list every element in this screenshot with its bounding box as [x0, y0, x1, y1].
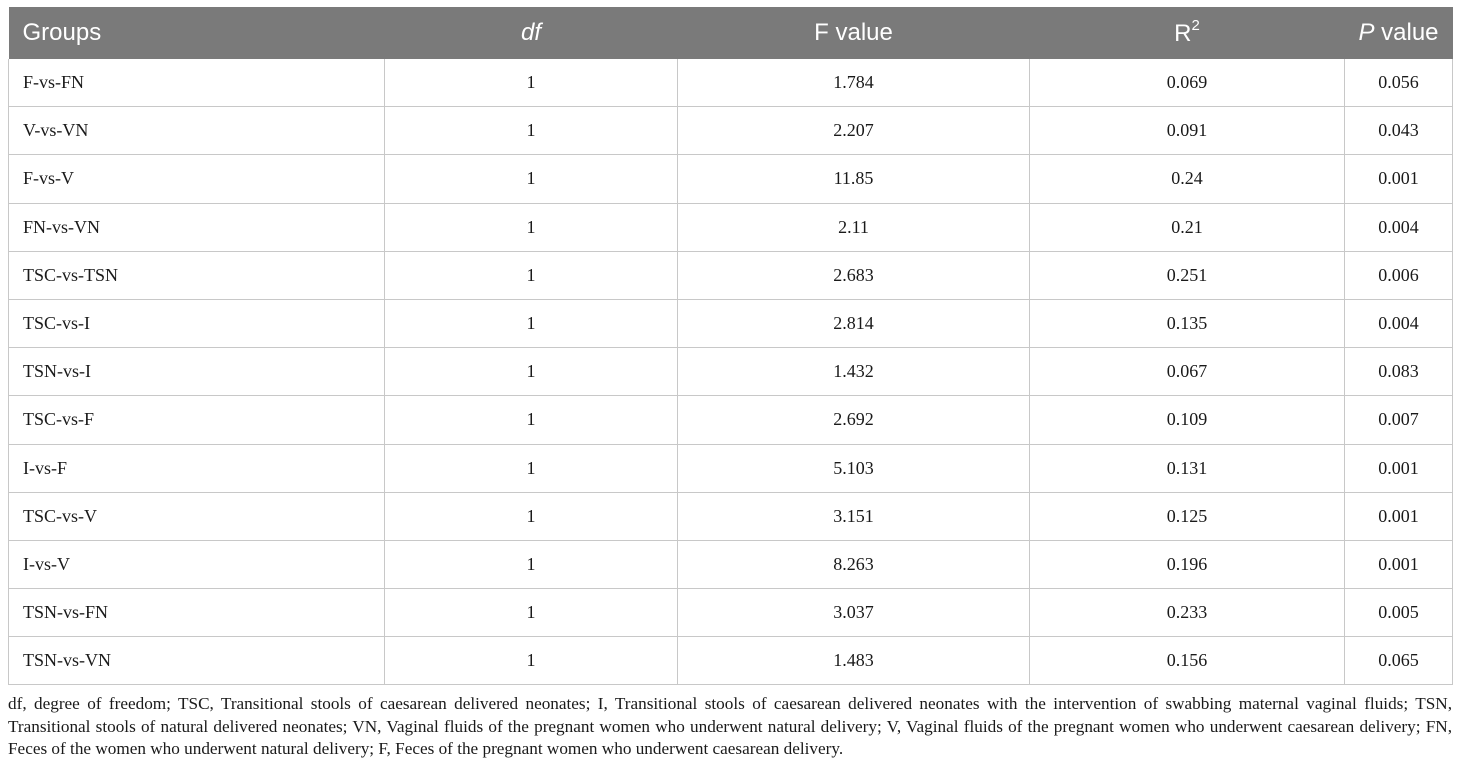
cell-df: 1 — [385, 299, 678, 347]
cell-p-value: 0.004 — [1345, 203, 1453, 251]
cell-f-value: 2.207 — [678, 107, 1030, 155]
cell-df: 1 — [385, 444, 678, 492]
cell-f-value: 1.784 — [678, 59, 1030, 107]
cell-df: 1 — [385, 107, 678, 155]
cell-r2: 0.24 — [1030, 155, 1345, 203]
header-f-value: F value — [678, 7, 1030, 59]
cell-f-value: 2.11 — [678, 203, 1030, 251]
table-row — [9, 637, 1453, 685]
table-row — [9, 589, 1453, 637]
header-df — [385, 7, 678, 59]
table-row — [9, 203, 1453, 251]
cell-p-value: 0.043 — [1345, 107, 1453, 155]
cell-group: TSN-vs-I — [9, 348, 385, 396]
cell-df: 1 — [385, 59, 678, 107]
cell-group: TSC-vs-TSN — [9, 251, 385, 299]
cell-p-value: 0.007 — [1345, 396, 1453, 444]
table-row — [9, 540, 1453, 588]
cell-f-value: 1.483 — [678, 637, 1030, 685]
table-row — [9, 155, 1453, 203]
cell-f-value: 5.103 — [678, 444, 1030, 492]
header-df-label: df — [520, 19, 541, 46]
header-p-value — [1345, 7, 1453, 59]
table-row — [9, 492, 1453, 540]
cell-df: 1 — [385, 251, 678, 299]
cell-df: 1 — [385, 540, 678, 588]
cell-f-value: 11.85 — [678, 155, 1030, 203]
table-row — [9, 59, 1453, 107]
cell-p-value: 0.004 — [1345, 299, 1453, 347]
cell-group: TSC-vs-V — [9, 492, 385, 540]
table-footnote: df, degree of freedom; TSC, Transitional stools of caesarean delivered neonates; I, Transitional stools of caesarean delivered neonates with the intervention of swabbing maternal vaginal fluids; TSN, Transitional stools of natural delivered neonates; VN, Vaginal fluids of the pregnant women who underwent natural delivery; V, Vaginal fluids of the pregnant women who underwent caesarean delivery; FN, Feces of the women who underwent natural delivery; F, Feces of the pregnant women who underwent caesarean delivery. — [8, 694, 1452, 758]
header-p-italic: P — [1358, 19, 1375, 46]
cell-p-value: 0.006 — [1345, 251, 1453, 299]
cell-group: TSN-vs-FN — [9, 589, 385, 637]
cell-df: 1 — [385, 155, 678, 203]
header-p-rest: value — [1374, 19, 1439, 46]
cell-group: V-vs-VN — [9, 107, 385, 155]
cell-p-value: 0.056 — [1345, 59, 1453, 107]
cell-group: F-vs-V — [9, 155, 385, 203]
cell-group: I-vs-F — [9, 444, 385, 492]
cell-f-value: 3.151 — [678, 492, 1030, 540]
cell-group: F-vs-FN — [9, 59, 385, 107]
cell-f-value: 2.683 — [678, 251, 1030, 299]
header-groups: Groups — [9, 7, 385, 59]
table-row — [9, 444, 1453, 492]
results-table-container — [8, 7, 1452, 685]
cell-p-value: 0.001 — [1345, 540, 1453, 588]
table-header — [9, 7, 1453, 59]
cell-group: FN-vs-VN — [9, 203, 385, 251]
cell-r2: 0.135 — [1030, 299, 1345, 347]
cell-r2: 0.091 — [1030, 107, 1345, 155]
table-row — [9, 299, 1453, 347]
cell-f-value: 2.692 — [678, 396, 1030, 444]
results-table — [8, 7, 1453, 685]
cell-r2: 0.067 — [1030, 348, 1345, 396]
table-body — [9, 59, 1453, 685]
cell-group: I-vs-V — [9, 540, 385, 588]
cell-p-value: 0.005 — [1345, 589, 1453, 637]
cell-df: 1 — [385, 203, 678, 251]
table-row — [9, 396, 1453, 444]
cell-r2: 0.125 — [1030, 492, 1345, 540]
table-row — [9, 251, 1453, 299]
header-r2-superscript: 2 — [1191, 16, 1200, 34]
cell-f-value: 8.263 — [678, 540, 1030, 588]
cell-df: 1 — [385, 589, 678, 637]
cell-group: TSC-vs-F — [9, 396, 385, 444]
header-row — [9, 7, 1453, 59]
cell-r2: 0.156 — [1030, 637, 1345, 685]
cell-r2: 0.251 — [1030, 251, 1345, 299]
cell-r2: 0.069 — [1030, 59, 1345, 107]
header-r2 — [1030, 7, 1345, 59]
cell-df: 1 — [385, 637, 678, 685]
header-r2-base: R — [1174, 19, 1192, 47]
cell-f-value: 2.814 — [678, 299, 1030, 347]
cell-p-value: 0.001 — [1345, 492, 1453, 540]
cell-r2: 0.109 — [1030, 396, 1345, 444]
cell-df: 1 — [385, 492, 678, 540]
cell-group: TSN-vs-VN — [9, 637, 385, 685]
cell-p-value: 0.001 — [1345, 444, 1453, 492]
cell-f-value: 3.037 — [678, 589, 1030, 637]
cell-r2: 0.131 — [1030, 444, 1345, 492]
cell-p-value: 0.083 — [1345, 348, 1453, 396]
cell-p-value: 0.065 — [1345, 637, 1453, 685]
cell-group: TSC-vs-I — [9, 299, 385, 347]
table-row — [9, 107, 1453, 155]
cell-r2: 0.233 — [1030, 589, 1345, 637]
cell-r2: 0.21 — [1030, 203, 1345, 251]
cell-df: 1 — [385, 396, 678, 444]
cell-df: 1 — [385, 348, 678, 396]
cell-p-value: 0.001 — [1345, 155, 1453, 203]
cell-f-value: 1.432 — [678, 348, 1030, 396]
table-row — [9, 348, 1453, 396]
cell-r2: 0.196 — [1030, 540, 1345, 588]
